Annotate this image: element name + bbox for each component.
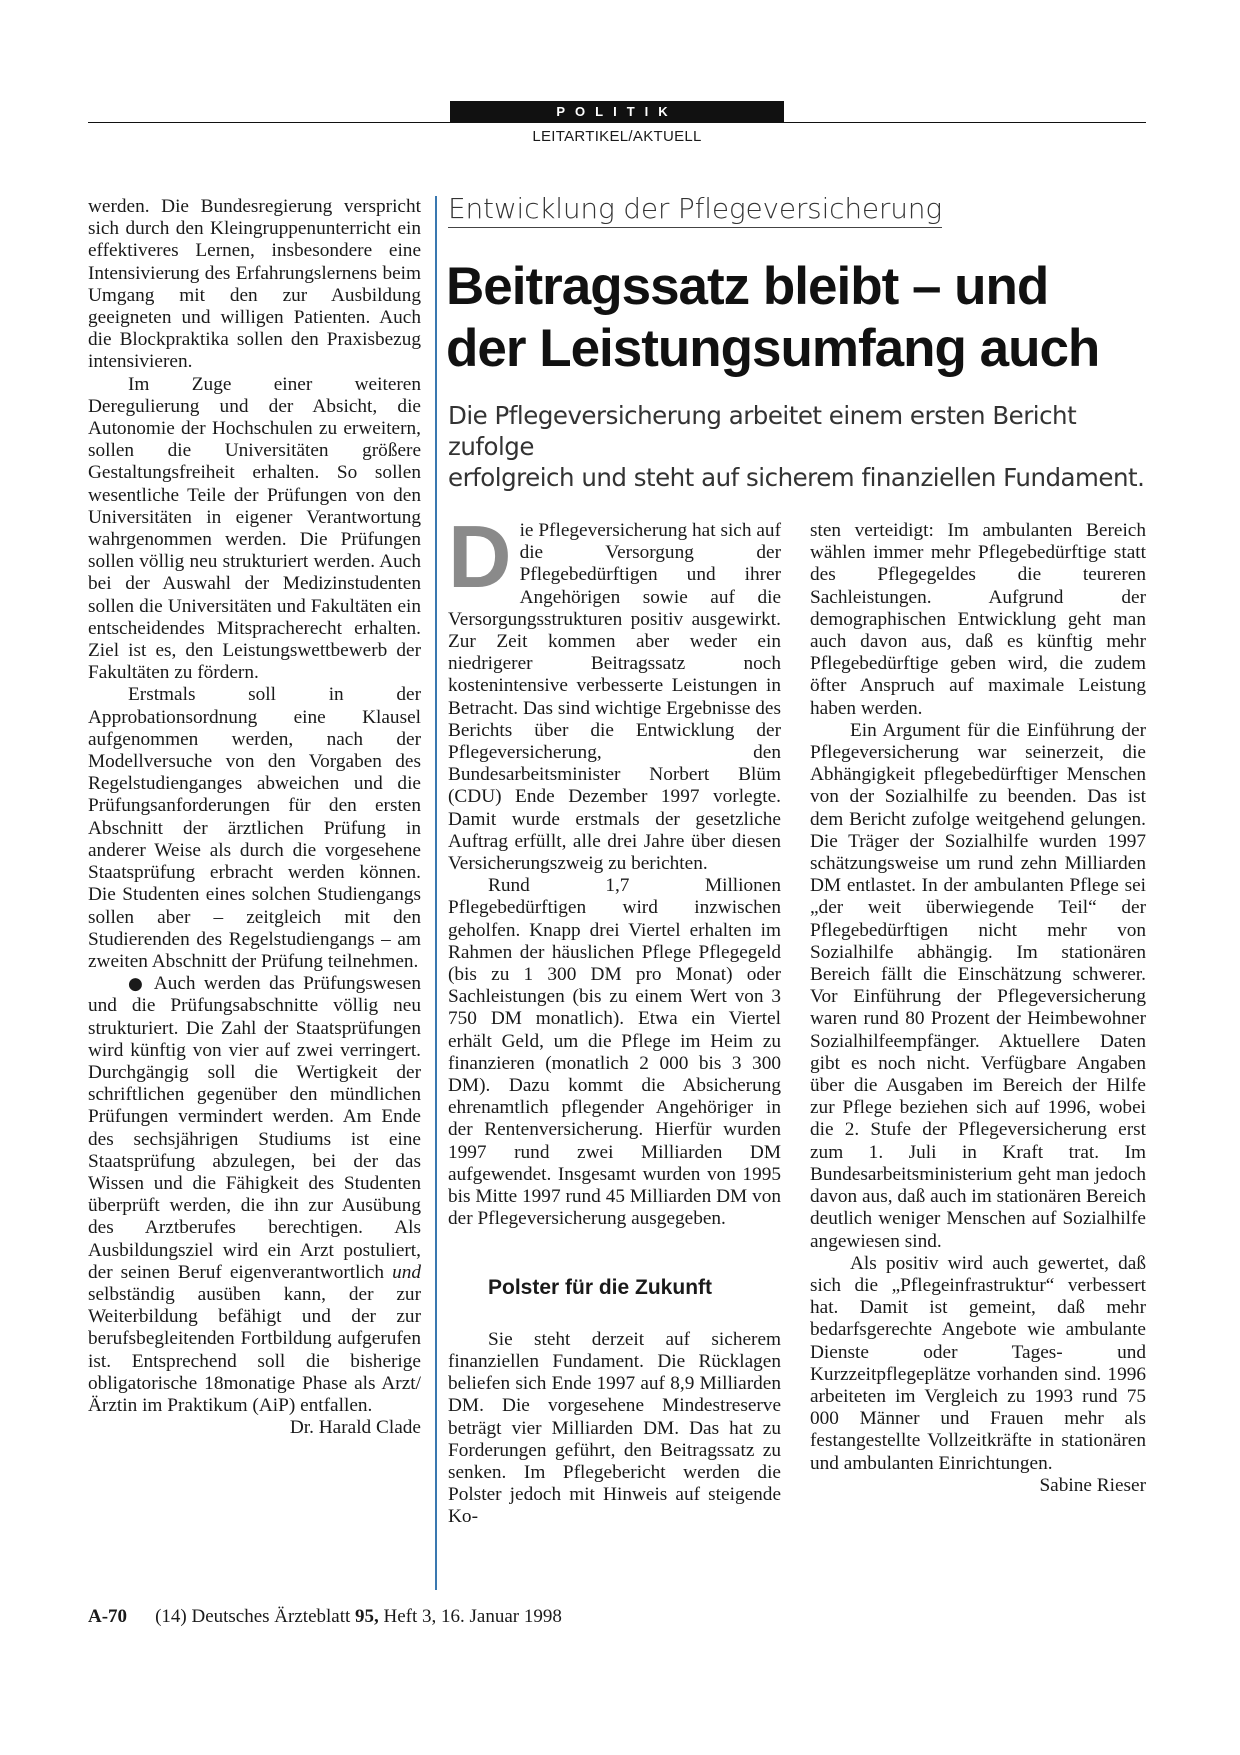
author-signature: Dr. Harald Clade xyxy=(289,1417,421,1439)
paragraph: werden. Die Bundesregierung verspricht sich durch den Kleingruppenunterricht ein effektiveres Lernen, insbesondere eine Intensivierung des Erfahrungslernens beim Umgang mit den zur Ausbildung geeigneten und willigen Patienten. Auch die Blockpraktika sollen den Praxisbezug intensivieren. xyxy=(88,196,421,373)
citation-journal: (14) Deutsches Ärzteblatt xyxy=(155,1606,351,1627)
paragraph xyxy=(448,507,781,875)
paragraph-text: ie Pflegeversicherung hat sich auf die Versorgung der Pflegebedürftigen und ihrer Angehörigen sowie auf die Versorgungsstrukturen positiv ausgewirkt. Zur Zeit kommen aber weder ein niedrigerer Beitragssatz noch kostenintensive verbesserte Leistungen in Betracht. Das sind wichtige Ergebnisse des Berichts über die Entwicklung der Pflegeversicherung, den Bundesarbeitsminister Norbert Blüm (CDU) Ende Dezember 1997 vorlegte. Damit wurde erstmals der gesetzliche Auftrag erfüllt, alle drei Jahre über diesen Versicherungszweig zu berichten. xyxy=(448,520,781,875)
emphasis: und xyxy=(392,1261,421,1283)
middle-column xyxy=(448,507,781,1529)
paragraph-text: Als positiv wird auch gewertet, daß sich die „Pflegeinfrastruktur“ verbessert hat. Damit ist gemeint, daß mehr bedarfsgerechte Angebote wie ambulante Dienste oder Tages- und Kurzzeitpflegeplätze vorhanden sind. 1996 arbeiteten im Vergleich zu 1993 rund 75 000 Männer und Frauen mehr als festangestellte Vollzeitkräfte in stationären und ambulanten Einrichtungen. xyxy=(810,1252,1146,1474)
drop-cap: D xyxy=(448,507,512,606)
lead-line: Die Pflegeversicherung arbeitet einem ersten Bericht zufolge xyxy=(448,401,1077,461)
citation-issue: Heft 3, 16. Januar 1998 xyxy=(383,1606,562,1627)
section-label: POLITIK xyxy=(450,101,784,123)
paragraph: Erstmals soll in der Approbationsordnung eine Klausel aufgenommen werden, nach der Modellversuche von den Vorgaben des Regelstudienganges abweichen und die Prüfungsanforderungen für den ersten Abschnitt der ärztlichen Prüfung in anderer Weise als durch die vorgesehene Staatsprüfung erbracht werden können. Die Studenten eines solchen Studiengangs sollen aber – zeitgleich mit den Studierenden des Regelstudiengangs – am zweiten Abschnitt der Prüfung teilnehmen. xyxy=(88,684,421,972)
paragraph-text: selbständig ausüben kann, der zur Weiterbildung befähigt und der zur berufsbegleitenden Fortbildung aufgerufen ist. Entsprechend soll die bisherige obligatorische 18monatige Phase als Arzt/Ärztin im Praktikum (AiP) entfallen. xyxy=(88,1283,421,1416)
paragraph: sten verteidigt: Im ambulanten Bereich wählen immer mehr Pflegebedürftige statt des Pflegegeldes die teureren Sachleistungen. Aufgrund der demographischen Entwicklung geht man auch davon aus, daß es künftig mehr Pflegebedürftige geben wird, die zudem öfter Anspruch auf maximale Leistung haben werden. xyxy=(810,520,1146,719)
column-divider xyxy=(435,196,437,1590)
page-number: A-70 xyxy=(88,1606,128,1627)
subheading: Polster für die Zukunft xyxy=(488,1275,713,1299)
paragraph xyxy=(810,1252,1146,1496)
paragraph-text: Auch werden das Prüfungswesen und die Prüfungsabschnitte völlig neu strukturiert. Die Zahl der Staatsprüfungen wird künftig von vier auf zwei verringert. Durchgängig soll die Wertigkeit der schriftlichen gegenüber den mündlichen Prüfungen vermindert werden. Am Ende des sechsjährigen Studiums ist eine Staatsprüfung abzulegen, bei der das Wissen und die Fähigkeit des Studenten überprüft werden, die ihn zur Ausübung des Arztberufes berechtigen. Als Ausbildungsziel wird ein Arzt postuliert, der seinen Beruf eigenverantwortlich xyxy=(88,973,421,1283)
paragraph: Rund 1,7 Millionen Pflegebedürftigen wird inzwischen geholfen. Knapp drei Viertel erhalten im Rahmen der häuslichen Pflege Pflegegeld (bis zu 1 300 DM pro Monat) oder Sachleistungen (bis zu einem Wert von 3 750 DM monatlich). Etwa ein Viertel erhält Geld, um die Pflege im Heim zu finanzieren (monatlich 2 000 bis 3 300 DM). Dazu kommt die Absicherung ehrenamtlich pflegender Angehöriger in der Rentenversicherung. Hierfür wurden 1997 rund zwei Milliarden DM aufgewendet. Insgesamt wurden von 1995 bis Mitte 1997 rund 45 Milliarden DM von der Pflegeversicherung ausgegeben. xyxy=(448,875,781,1230)
article-headline xyxy=(446,256,1146,380)
article-lead xyxy=(448,400,1148,493)
headline-line: der Leistungsumfang auch xyxy=(446,319,1100,378)
article-kicker: Entwicklung der Pflegeversicherung xyxy=(448,192,942,228)
left-column xyxy=(88,196,421,1439)
paragraph xyxy=(88,973,421,1439)
headline-line: Beitragssatz bleibt – und xyxy=(446,257,1049,316)
paragraph: Sie steht derzeit auf sicherem finanziellen Fundament. Die Rücklagen beliefen sich Ende 1997 auf 8,9 Milliarden DM. Die vorgesehene Mindestreserve beträgt vier Milliarden DM. Das hat zu Forderungen geführt, den Beitragssatz zu senken. Im Pflegebericht werden die Polster jedoch mit Hinweis auf steigende Ko- xyxy=(448,1328,781,1528)
lead-line: erfolgreich und steht auf sicherem finanziellen Fundament. xyxy=(448,463,1145,492)
citation-volume: 95, xyxy=(355,1606,379,1627)
author-signature: Sabine Rieser xyxy=(1039,1474,1146,1496)
bullet-icon: ● xyxy=(128,974,147,995)
right-column xyxy=(810,520,1146,1497)
paragraph: Im Zuge einer weiteren Deregulierung und der Absicht, die Autonomie der Hochschulen zu erweitern, sollen die Universitäten größere Gestaltungsfreiheit erhalten. So sollen wesentliche Teile der Prüfungen von den Universitäten in eigener Verantwortung wahrgenommen werden. Die Prüfungen sollen völlig neu strukturiert werden. Auch bei der Auswahl der Medizinstudenten sollen die Universitäten und Fakultäten ein entscheidendes Mitspracherecht erhalten. Ziel ist es, den Leistungswettbewerb der Fakultäten zu fördern. xyxy=(88,373,421,684)
paragraph: Ein Argument für die Einführung der Pflegeversicherung war seinerzeit, die Abhängigkeit pflegebedürftiger Menschen von der Sozialhilfe zu beenden. Das ist dem Bericht zufolge weitgehend gelungen. Die Träger der Sozialhilfe wurden 1997 schätzungsweise um rund zehn Milliarden DM entlastet. In der ambulanten Pflege sei „der weit überwiegende Teil“ der Pflegebedürftigen nicht mehr von Sozialhilfe abhängig. Im stationären Bereich fällt die Einschätzung schwerer. Vor Einführung der Pflegeversicherung waren rund 80 Prozent der Heimbewohner Sozialhilfeempfänger. Aktuellere Daten gibt es noch nicht. Verfügbare Angaben über die Ausgaben im Bereich der Hilfe zur Pflege beziehen sich auf 1996, wobei die 2. Stufe der Pflegeversicherung erst zum 1. Juli in Kraft trat. Im Bundesarbeitsministerium geht man jedoch davon aus, daß auch im stationären Bereich deutlich weniger Menschen auf Sozialhilfe angewiesen sind. xyxy=(810,719,1146,1252)
subsection-label: LEITARTIKEL/AKTUELL xyxy=(532,128,702,145)
page-footer xyxy=(88,1606,562,1628)
